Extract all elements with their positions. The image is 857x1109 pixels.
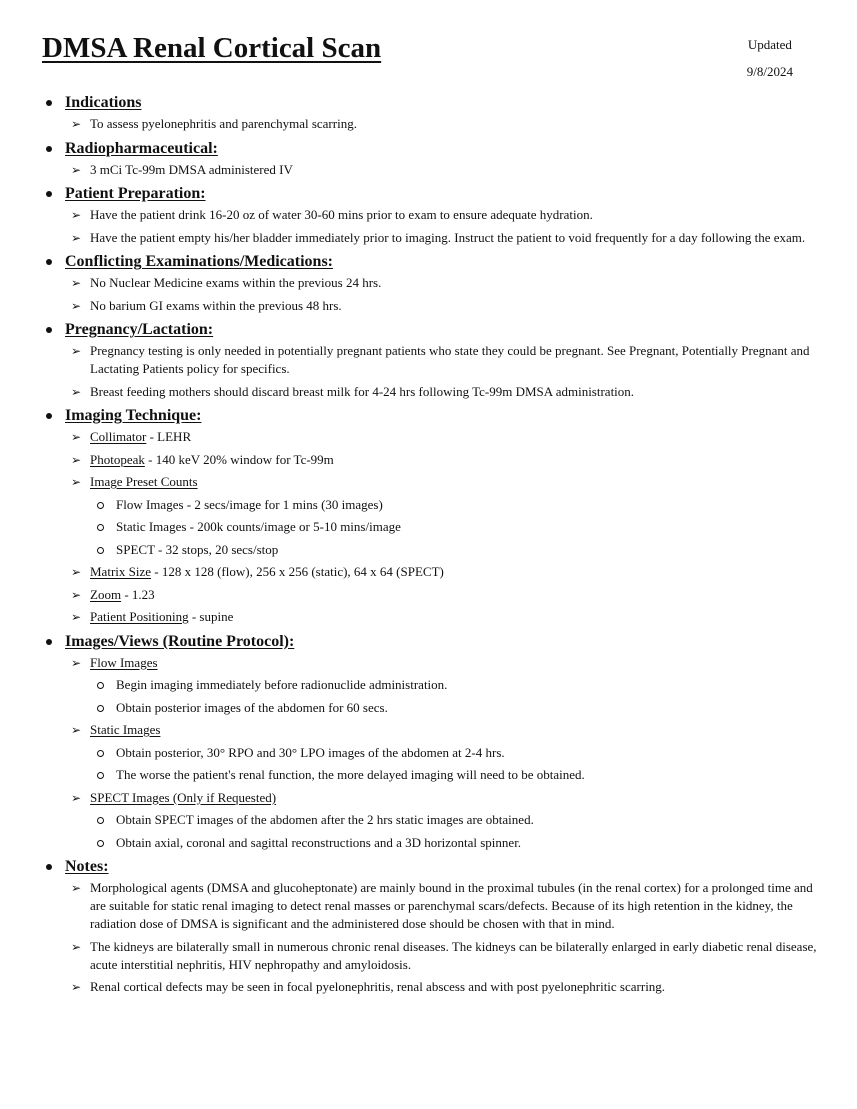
section-title: Patient Preparation: [65, 185, 206, 202]
arrow-bullet-icon: ➢ [71, 208, 82, 222]
list-item [43, 879, 818, 933]
circle-bullet-icon [97, 547, 104, 554]
sub-list-item [43, 541, 818, 559]
item-text: - 1.23 [121, 586, 155, 602]
sub-item-text: SPECT - 32 stops, 20 secs/stop [116, 541, 279, 557]
item-label: Photopeak [90, 451, 145, 467]
item-label: SPECT Images (Only if Requested) [90, 789, 277, 805]
section-title: Notes: [65, 858, 109, 875]
circle-bullet-icon [97, 817, 104, 824]
item-text: Pregnancy testing is only needed in potentially pregnant patients who state they could be pregnant. See Pregnant, Potentially Pregnant and Lactating Patients policy for specifics. [90, 343, 810, 376]
arrow-bullet-icon: ➢ [71, 452, 82, 467]
list-item [43, 206, 818, 224]
section [43, 631, 818, 852]
bullet-icon [46, 864, 52, 870]
arrow-bullet-icon: ➢ [71, 384, 82, 399]
item-text: 3 mCi Tc-99m DMSA administered IV [90, 161, 293, 177]
item-label: Collimator [90, 429, 147, 444]
circle-bullet-icon [97, 502, 104, 509]
arrow-bullet-icon: ➢ [71, 117, 82, 131]
arrow-bullet-icon: ➢ [71, 565, 82, 579]
item-text: Morphological agents (DMSA and glucoheptonate) are mainly bound in the proximal tubules (in the renal cortex) for a prolonged time and are suitable for static renal imaging to detect renal masses or parenchymal scars/defects. Because of its high retention in the kidney, the radiation dose of DMSA is significant and the administered dose should be chosen with that in mind. [90, 880, 813, 931]
item-text: Have the patient empty his/her bladder immediately prior to imaging. Instruct the patient to void frequently for a day following the exam. [90, 229, 806, 245]
sub-list-item [43, 766, 818, 784]
item-label: Image Preset Counts [90, 474, 198, 489]
arrow-bullet-icon: ➢ [71, 587, 82, 602]
sub-item-text: Obtain posterior, 30° RPO and 30° LPO images of the abdomen at 2-4 hrs. [116, 744, 505, 760]
bullet-icon [46, 191, 52, 197]
section-heading [43, 856, 818, 877]
page-title: DMSA Renal Cortical Scan [42, 32, 382, 64]
list-item [43, 428, 818, 446]
arrow-bullet-icon: ➢ [71, 881, 82, 895]
bullet-icon [46, 327, 52, 333]
list-item [43, 586, 818, 604]
item-text: - 140 keV 20% window for Tc-99m [144, 451, 334, 467]
item-text: No Nuclear Medicine exams within the previous 24 hrs. [90, 275, 382, 290]
section [43, 856, 818, 996]
list-item [43, 789, 818, 807]
section-heading [43, 251, 818, 272]
list-item [43, 721, 818, 739]
list-item [43, 274, 818, 292]
sub-item-text: Static Images - 200k counts/image or 5-10 mins/image [116, 519, 401, 534]
list-item [43, 938, 818, 974]
list-item [43, 115, 818, 133]
list-item [43, 473, 818, 491]
sub-item-text: Begin imaging immediately before radionuclide administration. [116, 677, 448, 692]
circle-bullet-icon [97, 772, 104, 779]
section-title: Images/Views (Routine Protocol): [65, 632, 295, 650]
section-heading [43, 92, 818, 113]
item-label: Patient Positioning [90, 609, 189, 624]
sub-item-text: Obtain axial, coronal and sagittal reconstructions and a 3D horizontal spinner. [116, 834, 522, 850]
bullet-icon [46, 100, 52, 106]
section [43, 319, 818, 401]
arrow-bullet-icon: ➢ [71, 276, 82, 290]
sub-list-item [43, 496, 818, 514]
bullet-icon [46, 639, 52, 645]
sub-item-text: Flow Images - 2 secs/image for 1 mins (30 images) [116, 496, 383, 512]
arrow-bullet-icon: ➢ [71, 790, 82, 805]
arrow-bullet-icon: ➢ [71, 344, 82, 358]
item-label: Zoom [90, 586, 122, 602]
sub-list-item [43, 834, 818, 852]
item-text: Breast feeding mothers should discard breast milk for 4-24 hrs following Tc-99m DMSA administration. [90, 383, 635, 399]
arrow-bullet-icon: ➢ [71, 939, 82, 954]
updated-date: 9/8/2024 [746, 64, 793, 79]
arrow-bullet-icon: ➢ [71, 430, 82, 444]
arrow-bullet-icon: ➢ [71, 610, 82, 624]
circle-bullet-icon [97, 750, 104, 757]
section-title: Conflicting Examinations/Medications: [65, 253, 334, 270]
sub-item-text: The worse the patient's renal function, the more delayed imaging will need to be obtained. [116, 767, 585, 782]
list-item [43, 978, 818, 996]
list-item [43, 451, 818, 469]
section [43, 138, 818, 179]
sub-item-text: Obtain posterior images of the abdomen for 60 secs. [116, 699, 388, 715]
item-label: Flow Images [90, 654, 158, 670]
item-label: Static Images [90, 722, 161, 737]
arrow-bullet-icon: ➢ [71, 230, 82, 245]
item-text: Renal cortical defects may be seen in focal pyelonephritis, renal abscess and with post pyelonephritic scarring. [90, 979, 666, 994]
updated-info [747, 31, 793, 85]
item-text: Have the patient drink 16-20 oz of water 30-60 mins prior to exam to ensure adequate hydration. [90, 207, 593, 222]
sub-list-item [43, 744, 818, 762]
bullet-icon [46, 413, 52, 419]
item-text: To assess pyelonephritis and parenchymal scarring. [90, 116, 357, 131]
sub-list-item [43, 699, 818, 717]
arrow-bullet-icon: ➢ [71, 980, 82, 994]
item-text: - supine [188, 609, 234, 624]
circle-bullet-icon [97, 705, 104, 712]
section [43, 405, 818, 626]
circle-bullet-icon [97, 682, 104, 689]
circle-bullet-icon [97, 840, 104, 847]
protocol-content [43, 92, 818, 1001]
list-item [43, 161, 818, 179]
section-title: Pregnancy/Lactation: [65, 321, 214, 338]
sub-list-item [43, 518, 818, 536]
section-heading [43, 138, 818, 159]
arrow-bullet-icon: ➢ [71, 655, 82, 670]
arrow-bullet-icon: ➢ [71, 162, 82, 177]
section-title: Radiopharmaceutical: [65, 139, 218, 157]
circle-bullet-icon [97, 524, 104, 531]
bullet-icon [46, 146, 52, 152]
sub-item-text: Obtain SPECT images of the abdomen after the 2 hrs static images are obtained. [116, 812, 534, 827]
item-label: Matrix Size [90, 564, 152, 579]
list-item [43, 342, 818, 378]
item-text: No barium GI exams within the previous 48 hrs. [90, 297, 342, 313]
item-text: - LEHR [146, 429, 192, 444]
list-item [43, 608, 818, 626]
section-heading [43, 405, 818, 426]
bullet-icon [46, 259, 52, 265]
arrow-bullet-icon: ➢ [71, 298, 82, 313]
arrow-bullet-icon: ➢ [71, 475, 82, 489]
item-text: The kidneys are bilaterally small in numerous chronic renal diseases. The kidneys can be bilaterally enlarged in early diabetic renal disease, acute interstitial nephritis, HIV nephropathy and amyloidosis. [90, 938, 817, 972]
sub-list-item [43, 676, 818, 694]
sub-list-item [43, 811, 818, 829]
list-item [43, 563, 818, 581]
section [43, 251, 818, 315]
list-item [43, 297, 818, 315]
section [43, 92, 818, 133]
section-heading [43, 631, 818, 652]
arrow-bullet-icon: ➢ [71, 723, 82, 737]
section-title: Indications [65, 94, 142, 111]
section-title: Imaging Technique: [65, 407, 202, 424]
list-item [43, 654, 818, 672]
section [43, 183, 818, 247]
list-item [43, 229, 818, 247]
section-heading [43, 319, 818, 340]
item-text: - 128 x 128 (flow), 256 x 256 (static), 64 x 64 (SPECT) [151, 564, 444, 579]
list-item [43, 383, 818, 401]
updated-label: Updated [747, 37, 792, 52]
section-heading [43, 183, 818, 204]
